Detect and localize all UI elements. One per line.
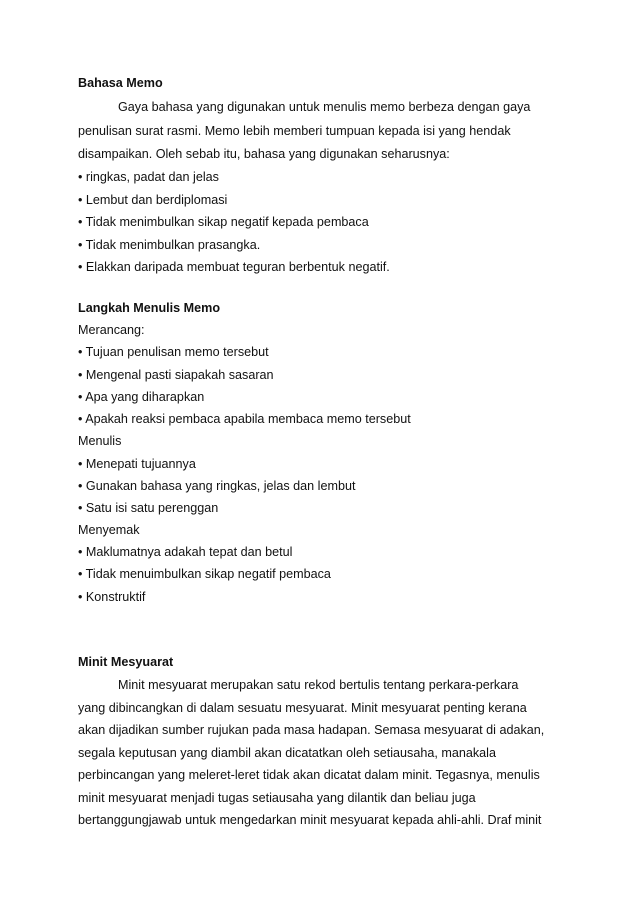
bullet-item: • Apa yang diharapkan — [78, 390, 205, 404]
bullet-item: • Menepati tujuannya — [78, 457, 196, 471]
bullet-item: • Apakah reaksi pembaca apabila membaca memo tersebut — [78, 412, 411, 426]
paragraph-line: minit mesyuarat menjadi tugas setiausaha yang dilantik dan beliau juga — [78, 791, 476, 805]
bullet-item: • Tidak menimbulkan prasangka. — [78, 238, 261, 252]
bullet-item: • Tidak menimbulkan sikap negatif kepada pembaca — [78, 215, 369, 229]
bullet-item: • Gunakan bahasa yang ringkas, jelas dan lembut — [78, 479, 356, 493]
paragraph-line: yang dibincangkan di dalam sesuatu mesyuarat. Minit mesyuarat penting kerana — [78, 701, 527, 715]
paragraph-line: penulisan surat rasmi. Memo lebih memberi tumpuan kepada isi yang hendak — [78, 124, 511, 138]
paragraph-line: akan dijadikan sumber rujukan pada masa hadapan. Semasa mesyuarat di adakan, — [78, 723, 545, 737]
paragraph-line: Minit mesyuarat merupakan satu rekod bertulis tentang perkara-perkara — [118, 678, 519, 692]
section-heading-langkah: Langkah Menulis Memo — [78, 301, 221, 315]
bullet-item: • Tidak menuimbulkan sikap negatif pembaca — [78, 567, 331, 581]
paragraph-line: Gaya bahasa yang digunakan untuk menulis memo berbeza dengan gaya — [118, 100, 531, 114]
section-heading-minit: Minit Mesyuarat — [78, 655, 174, 669]
subsection-label: Merancang: — [78, 323, 145, 337]
section-heading-bahasa-memo: Bahasa Memo — [78, 76, 163, 90]
paragraph-line: bertanggungjawab untuk mengedarkan minit mesyuarat kepada ahli-ahli. Draf minit — [78, 813, 542, 827]
bullet-item: • Lembut dan berdiplomasi — [78, 193, 228, 207]
paragraph-line: disampaikan. Oleh sebab itu, bahasa yang digunakan seharusnya: — [78, 147, 450, 161]
subsection-label: Menulis — [78, 434, 122, 448]
bullet-item: • ringkas, padat dan jelas — [78, 170, 219, 184]
bullet-item: • Mengenal pasti siapakah sasaran — [78, 368, 274, 382]
bullet-item: • Satu isi satu perenggan — [78, 501, 219, 515]
bullet-item: • Tujuan penulisan memo tersebut — [78, 345, 269, 359]
paragraph-line: perbincangan yang meleret-leret tidak akan dicatat dalam minit. Tegasnya, menulis — [78, 768, 540, 782]
bullet-item: • Maklumatnya adakah tepat dan betul — [78, 545, 293, 559]
paragraph-line: segala keputusan yang diambil akan dicatatkan oleh setiausaha, manakala — [78, 746, 496, 760]
bullet-item: • Elakkan daripada membuat teguran berbentuk negatif. — [78, 260, 390, 274]
bullet-item: • Konstruktif — [78, 590, 146, 604]
subsection-label: Menyemak — [78, 523, 140, 537]
